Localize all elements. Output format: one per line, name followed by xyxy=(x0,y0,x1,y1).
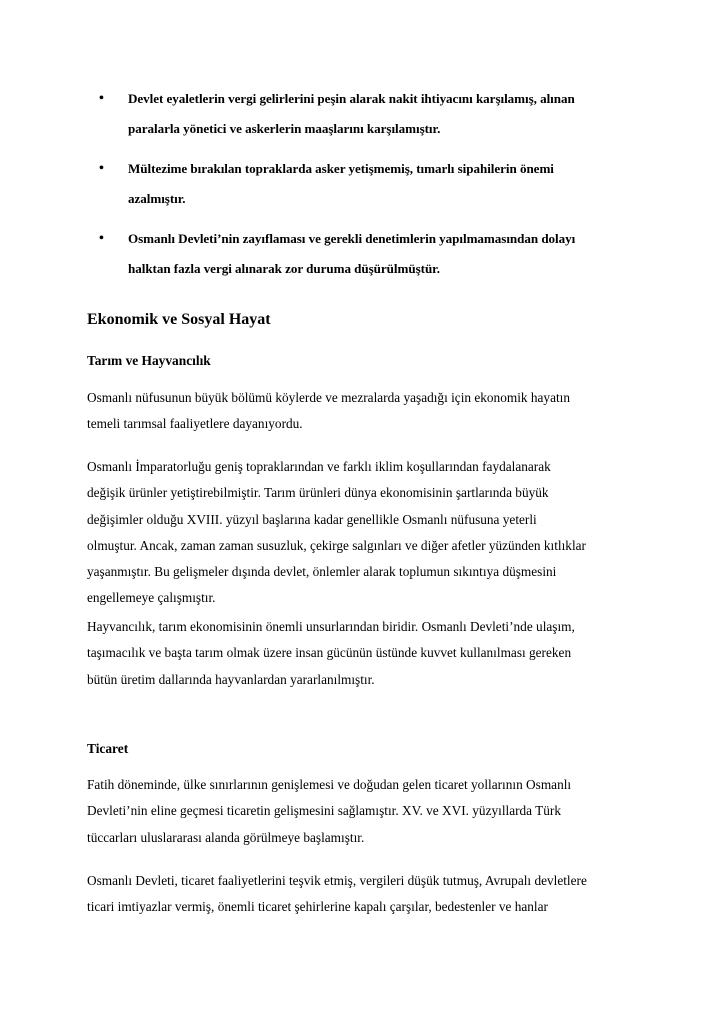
text-line: Devlet eyaletlerin vergi gelirlerini peşin alarak nakit ihtiyacını karşılamış, alınan xyxy=(128,91,575,106)
text-line: azalmıştır. xyxy=(128,190,186,206)
subsection-title-ticaret: Ticaret xyxy=(87,741,129,756)
text-line: temeli tarımsal faaliyetlere dayanıyordu. xyxy=(87,416,303,432)
bullet-dot: • xyxy=(99,91,104,106)
bullet-dot: • xyxy=(99,161,104,176)
text-line: Osmanlı İmparatorluğu geniş topraklarından ve farklı iklim koşullarından faydalanarak xyxy=(87,459,551,474)
text-line: Osmanlı nüfusunun büyük bölümü köylerde ve mezralarda yaşadığı için ekonomik hayatın xyxy=(87,390,571,405)
text-line: engellemeye çalışmıştır. xyxy=(87,590,216,606)
text-line: paralarla yönetici ve askerlerin maaşlarını karşılamıştır. xyxy=(128,120,441,136)
text-line: olmuştur. Ancak, zaman zaman susuzluk, çekirge salgınları ve diğer afetler yüzünden kıtlıklar xyxy=(87,537,586,553)
text-line: Hayvancılık, tarım ekonomisinin önemli unsurlarından biridir. Osmanlı Devleti’nde ulaşım, xyxy=(87,619,575,634)
text-line: halktan fazla vergi alınarak zor duruma düşürülmüştür. xyxy=(128,260,440,276)
text-line: yaşanmıştır. Bu gelişmeler dışında devlet, önlemler alarak toplumun sıkıntıya düşmesini xyxy=(87,564,557,580)
text-line: ticari imtiyazlar vermiş, önemli ticaret şehirlerine kapalı çarşılar, bedestenler ve hanlar xyxy=(87,899,548,915)
text-line: Osmanlı Devleti, ticaret faaliyetlerini teşvik etmiş, vergileri düşük tutmuş, Avrupalı devletlere xyxy=(87,873,587,888)
bullet-text xyxy=(128,224,658,283)
section-title: Ekonomik ve Sosyal Hayat xyxy=(87,311,271,328)
bullet-item xyxy=(0,224,728,283)
bullet-item xyxy=(0,84,728,143)
paragraph xyxy=(87,772,647,851)
subsection-title-tarim: Tarım ve Hayvancılık xyxy=(87,353,211,368)
paragraph xyxy=(87,614,647,693)
text-line: tüccarları uluslararası alanda görülmeye başlamıştır. xyxy=(87,829,365,845)
text-line: Mültezime bırakılan topraklarda asker yetişmemiş, tımarlı sipahilerin önemi xyxy=(128,161,554,176)
bullet-item xyxy=(0,154,728,213)
text-line: değişimler olduğu XVIII. yüzyıl başlarına kadar genellikle Osmanlı nüfusuna yeterli xyxy=(87,511,537,527)
text-line: bütün üretim dallarında hayvanlardan yararlanılmıştır. xyxy=(87,671,375,687)
text-line: Osmanlı Devleti’nin zayıflaması ve gerekli denetimlerin yapılmamasından dolayı xyxy=(128,231,576,246)
bullet-dot: • xyxy=(99,231,104,246)
bullet-text xyxy=(128,84,658,143)
paragraph xyxy=(87,454,647,612)
text-line: değişik ürünler yetiştirebilmiştir. Tarım ürünleri dünya ekonomisinin şartlarında büyük xyxy=(87,485,549,501)
bullet-text xyxy=(128,154,658,213)
paragraph xyxy=(87,385,647,438)
text-line: Fatih döneminde, ülke sınırlarının genişlemesi ve doğudan gelen ticaret yollarının Osmanlı xyxy=(87,777,572,792)
bullet-list xyxy=(0,84,728,294)
text-line: taşımacılık ve başta tarım olmak üzere insan gücünün üstünde kuvvet kullanılması gereken xyxy=(87,645,572,661)
paragraph xyxy=(87,868,647,921)
text-line: Devleti’nin eline geçmesi ticaretin gelişmesini sağlamıştır. XV. ve XVI. yüzyıllarda Türk xyxy=(87,803,562,819)
